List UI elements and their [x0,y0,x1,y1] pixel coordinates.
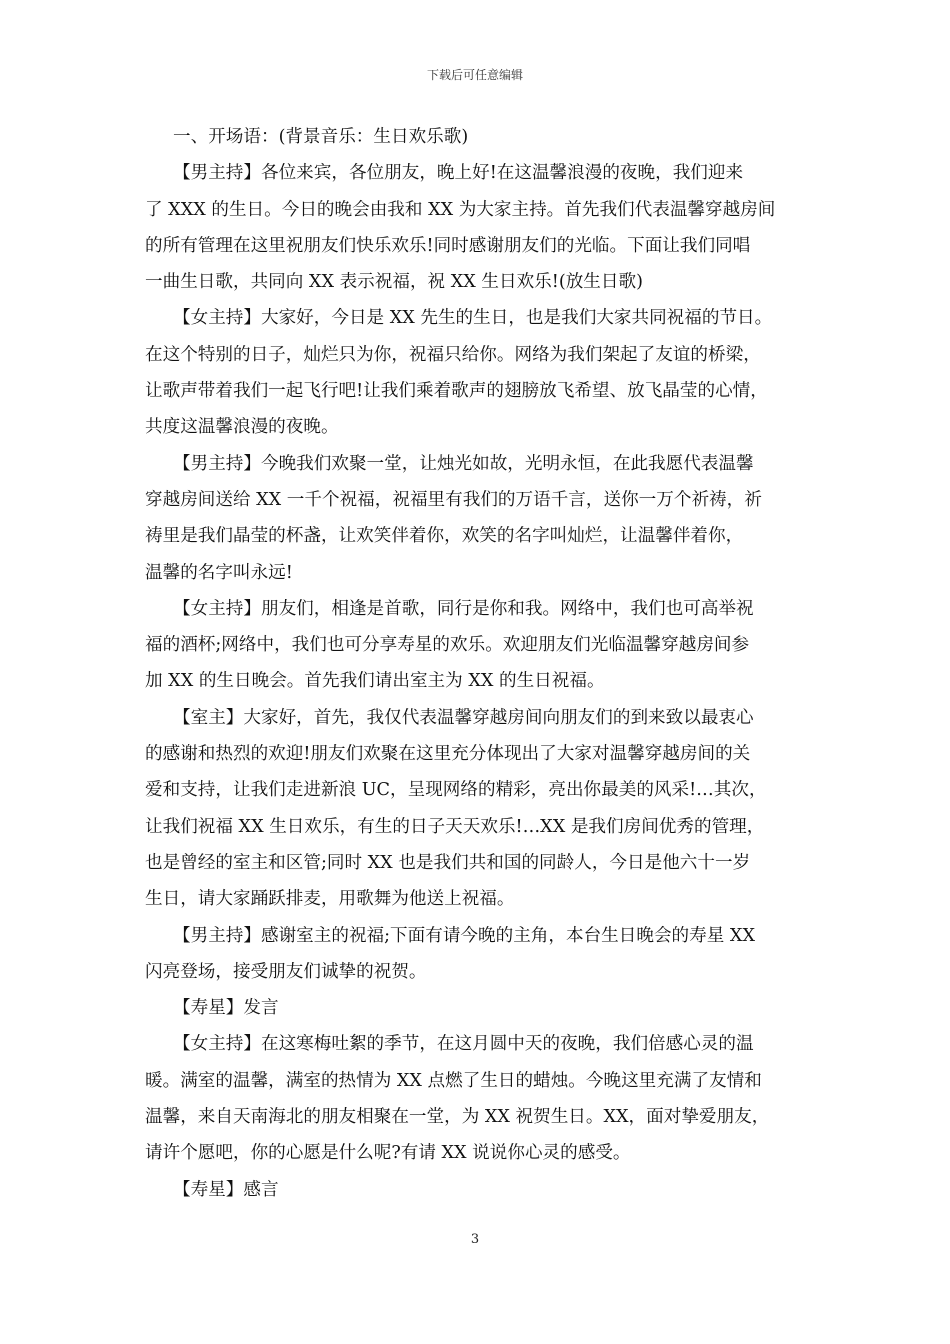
text-line: 在这个特别的日子，灿烂只为你，祝福只给你。网络为我们架起了友谊的桥梁， [145,344,761,365]
text-line: 共度这温馨浪漫的夜晚。 [145,417,339,438]
text-line: 【室主】大家好，首先，我仅代表温馨穿越房间向朋友们的到来致以最衷心 [173,707,754,728]
page-header: 下载后可任意编辑 [426,68,523,82]
text-line: 的感谢和热烈的欢迎!朋友们欢聚在这里充分体现出了大家对温馨穿越房间的关 [145,744,751,765]
text-line: 生日，请大家踊跃排麦，用歌舞为他送上祝福。 [145,889,515,910]
text-line: 一、开场语：(背景音乐：生日欢乐歌) [173,127,469,147]
document-body [145,119,817,1208]
text-line: 【女主持】朋友们，相逢是首歌，同行是你和我。网络中，我们也可高举祝 [173,598,754,619]
page-number: 3 [470,1232,480,1247]
text-line: 温馨的名字叫永远! [145,562,293,583]
text-line: 祷里是我们晶莹的杯盏，让欢笑伴着你，欢笑的名字叫灿烂，让温馨伴着你， [145,526,744,547]
text-line: 温馨，来自天南海北的朋友相聚在一堂，为 XX 祝贺生日。XX，面对挚爱朋友， [145,1107,770,1128]
text-line: 【男主持】各位来宾，各位朋友，晚上好!在这温馨浪漫的夜晚，我们迎来 [173,163,744,184]
text-line: 暖。满室的温馨，满室的热情为 XX 点燃了生日的蜡烛。今晚这里充满了友情和 [145,1070,762,1091]
text-line: 加 XX 的生日晚会。首先我们请出室主为 XX 的生日祝福。 [145,671,605,692]
text-line: 【男主持】今晚我们欢聚一堂，让烛光如故，光明永恒，在此我愿代表温馨 [173,453,754,474]
text-line: 【女主持】在这寒梅吐絮的季节，在这月圆中天的夜晚，我们倍感心灵的温 [173,1034,754,1055]
text-line: 了 XXX 的生日。今日的晚会由我和 XX 为大家主持。首先我们代表温馨穿越房间 [145,199,776,220]
text-line: 福的酒杯;网络中，我们也可分享寿星的欢乐。欢迎朋友们光临温馨穿越房间参 [145,635,750,656]
text-line: 爱和支持，让我们走进新浪 UC，呈现网络的精彩，亮出你最美的风采!…其次， [145,780,767,801]
text-line: 让歌声带着我们一起飞行吧!让我们乘着歌声的翅膀放飞希望、放飞晶莹的心情， [145,381,768,402]
text-line: 也是曾经的室主和区管;同时 XX 也是我们共和国的同龄人，今日是他六十一岁 [145,852,751,873]
text-line: 一曲生日歌，共同向 XX 表示祝福，祝 XX 生日欢乐!(放生日歌) [145,272,643,293]
text-line: 【寿星】发言 [173,998,279,1019]
text-line: 【寿星】感言 [173,1179,279,1200]
text-line: 穿越房间送给 XX 一千个祝福，祝福里有我们的万语千言，送你一万个祈祷，祈 [145,489,762,510]
text-line: 请许个愿吧，你的心愿是什么呢?有请 XX 说说你心灵的感受。 [145,1143,631,1164]
text-line: 闪亮登场，接受朋友们诚挚的祝贺。 [145,961,427,982]
text-line: 【男主持】感谢室主的祝福;下面有请今晚的主角，本台生日晚会的寿星 XX [173,925,755,946]
text-line: 的所有管理在这里祝朋友们快乐欢乐!同时感谢朋友们的光临。下面让我们同唱 [145,235,751,256]
text-line: 【女主持】大家好，今日是 XX 先生的生日，也是我们大家共同祝福的节日。 [173,308,773,329]
text-line: 让我们祝福 XX 生日欢乐，有生的日子天天欢乐!…XX 是我们房间优秀的管理， [145,816,765,837]
